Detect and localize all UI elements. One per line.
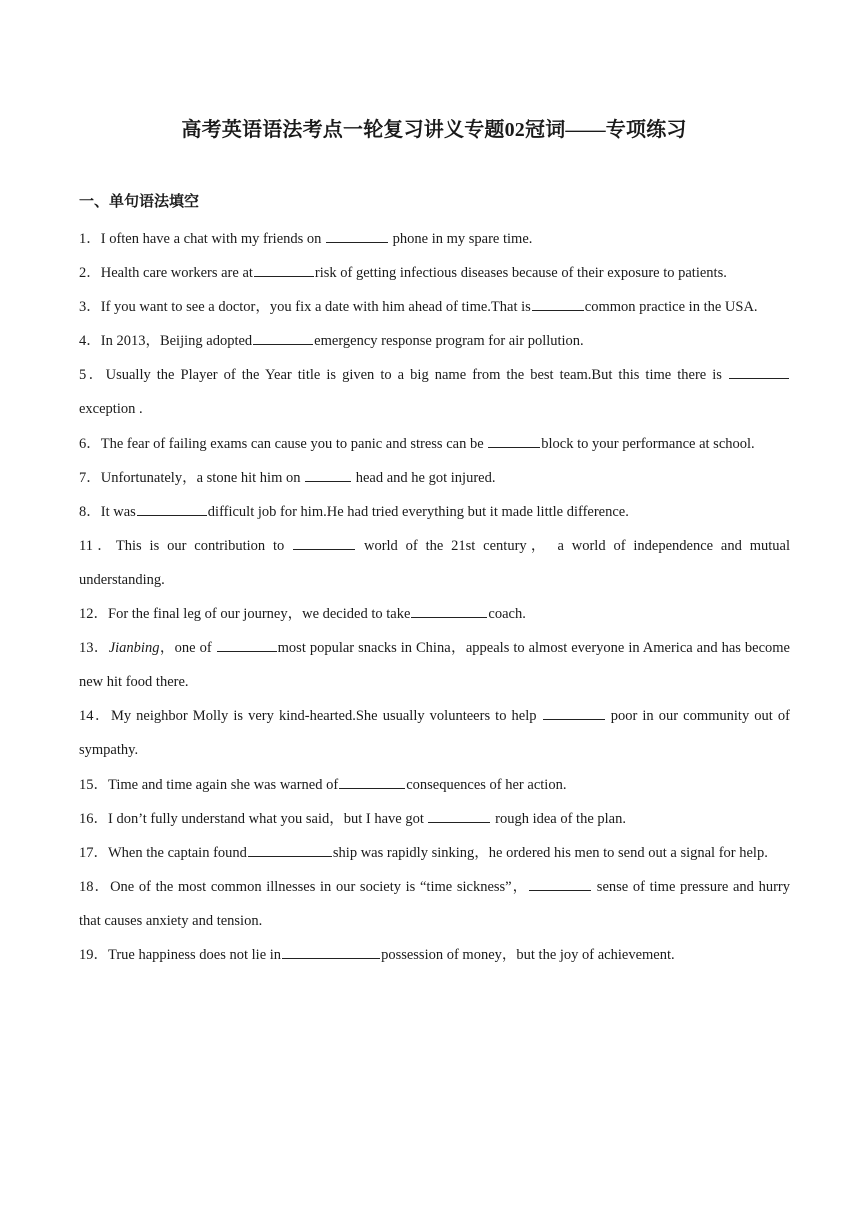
question-item: [79, 461, 790, 495]
question-text: coach.: [488, 606, 526, 623]
question-text: My neighbor Molly is very kind-hearted.She usually volunteers to help: [110, 708, 542, 725]
question-text: poor in our community out of sympathy.: [79, 708, 791, 759]
question-number: 11．: [79, 537, 116, 554]
question-number: 18．: [79, 878, 111, 895]
question-number: 16．: [79, 810, 108, 827]
section-heading: 一、单句语法填空: [79, 194, 200, 210]
answer-blank[interactable]: [543, 705, 605, 720]
question-number: 5．: [79, 367, 106, 384]
answer-blank[interactable]: [428, 808, 490, 823]
question-text: sense of time pressure and hurry that causes anxiety and tension.: [79, 878, 790, 929]
answer-blank[interactable]: [729, 364, 789, 379]
question-number: 17．: [79, 844, 108, 861]
answer-blank[interactable]: [282, 944, 380, 959]
question-text: phone in my spare time.: [389, 231, 533, 247]
question-text: Unfortunately，a stone hit him on: [100, 469, 305, 486]
question-text: Jianbing: [108, 640, 160, 657]
question-text: This is our contribution to: [115, 537, 293, 554]
question-item: [79, 768, 790, 802]
answer-blank[interactable]: [137, 501, 207, 516]
question-text: True happiness does not lie in: [108, 946, 282, 963]
answer-blank[interactable]: [217, 637, 277, 652]
answer-blank[interactable]: [529, 876, 591, 891]
question-text: rough idea of the plan.: [491, 810, 626, 827]
question-number: 15．: [79, 776, 108, 793]
question-item: [79, 427, 790, 461]
question-text: world of the 21st century， a world of independence and mutual understanding.: [79, 537, 790, 588]
question-number: 8．: [79, 503, 101, 520]
question-text: exception .: [79, 401, 143, 418]
question-text: head and he got injured.: [352, 469, 496, 486]
question-text: One of the most common illnesses in our society is “time sickness”，: [110, 878, 529, 895]
question-item: [79, 358, 790, 426]
question-text: Usually the Player of the Year title is given to a big name from the best team.But this time there is: [105, 367, 728, 384]
question-number: 1．: [79, 231, 101, 247]
question-text: difficult job for him.He had tried everything but it made little difference.: [207, 503, 629, 520]
question-text: possession of money，but the joy of achievement.: [381, 946, 675, 963]
question-text: block to your performance at school.: [541, 435, 755, 452]
question-number: 4．: [79, 333, 101, 350]
question-number: 3．: [79, 299, 101, 316]
question-number: 19．: [79, 946, 108, 963]
question-item: [79, 256, 790, 290]
question-text: common practice in the USA.: [584, 299, 758, 316]
question-item: [79, 938, 790, 972]
question-item: [79, 495, 790, 529]
answer-blank[interactable]: [254, 262, 314, 277]
answer-blank[interactable]: [253, 330, 313, 345]
question-text: In 2013，Beijing adopted: [100, 333, 253, 350]
answer-blank[interactable]: [305, 467, 351, 482]
answer-blank[interactable]: [488, 433, 540, 448]
question-text: The fear of failing exams can cause you to panic and stress can be: [100, 435, 488, 452]
question-text: emergency response program for air pollution.: [314, 333, 584, 350]
answer-blank[interactable]: [248, 842, 332, 857]
question-number: 13．: [79, 640, 109, 657]
answer-blank[interactable]: [326, 228, 388, 243]
question-text: When the captain found: [108, 844, 247, 861]
answer-blank[interactable]: [339, 774, 405, 789]
question-number: 14．: [79, 708, 111, 725]
question-item: [79, 222, 790, 256]
question-text: I often have a chat with my friends on: [100, 231, 326, 247]
question-text: I don’t fully understand what you said，but I have got: [108, 810, 428, 827]
question-item: [79, 631, 790, 699]
question-item: [79, 324, 790, 358]
question-number: 2．: [79, 265, 101, 282]
question-item: [79, 290, 790, 324]
question-item: [79, 597, 790, 631]
question-number: 6．: [79, 435, 101, 452]
question-text: ，one of: [159, 640, 216, 657]
question-number: 7．: [79, 469, 101, 486]
question-item: [79, 699, 790, 767]
question-text: consequences of her action.: [406, 776, 567, 793]
question-text: risk of getting infectious diseases because of their exposure to patients.: [314, 265, 727, 282]
question-text: If you want to see a doctor，you fix a date with him ahead of time.That is: [100, 299, 531, 316]
question-text: For the final leg of our journey，we decided to take: [108, 606, 411, 623]
document-title: 高考英语语法考点一轮复习讲义专题02冠词——专项练习: [181, 119, 687, 141]
question-number: 12．: [79, 606, 108, 623]
question-text: Health care workers are at: [100, 265, 253, 282]
question-item: [79, 836, 790, 870]
question-text: Time and time again she was warned of: [108, 776, 339, 793]
answer-blank[interactable]: [293, 535, 355, 550]
question-text: It was: [100, 503, 136, 520]
question-item: [79, 802, 790, 836]
question-list: [79, 222, 790, 972]
question-item: [79, 870, 790, 938]
question-text: ship was rapidly sinking，he ordered his men to send out a signal for help.: [332, 844, 768, 861]
question-text: most popular snacks in China，appeals to almost everyone in America and has become new hit food there.: [79, 640, 790, 691]
answer-blank[interactable]: [411, 603, 487, 618]
answer-blank[interactable]: [532, 296, 584, 311]
question-item: [79, 529, 790, 597]
